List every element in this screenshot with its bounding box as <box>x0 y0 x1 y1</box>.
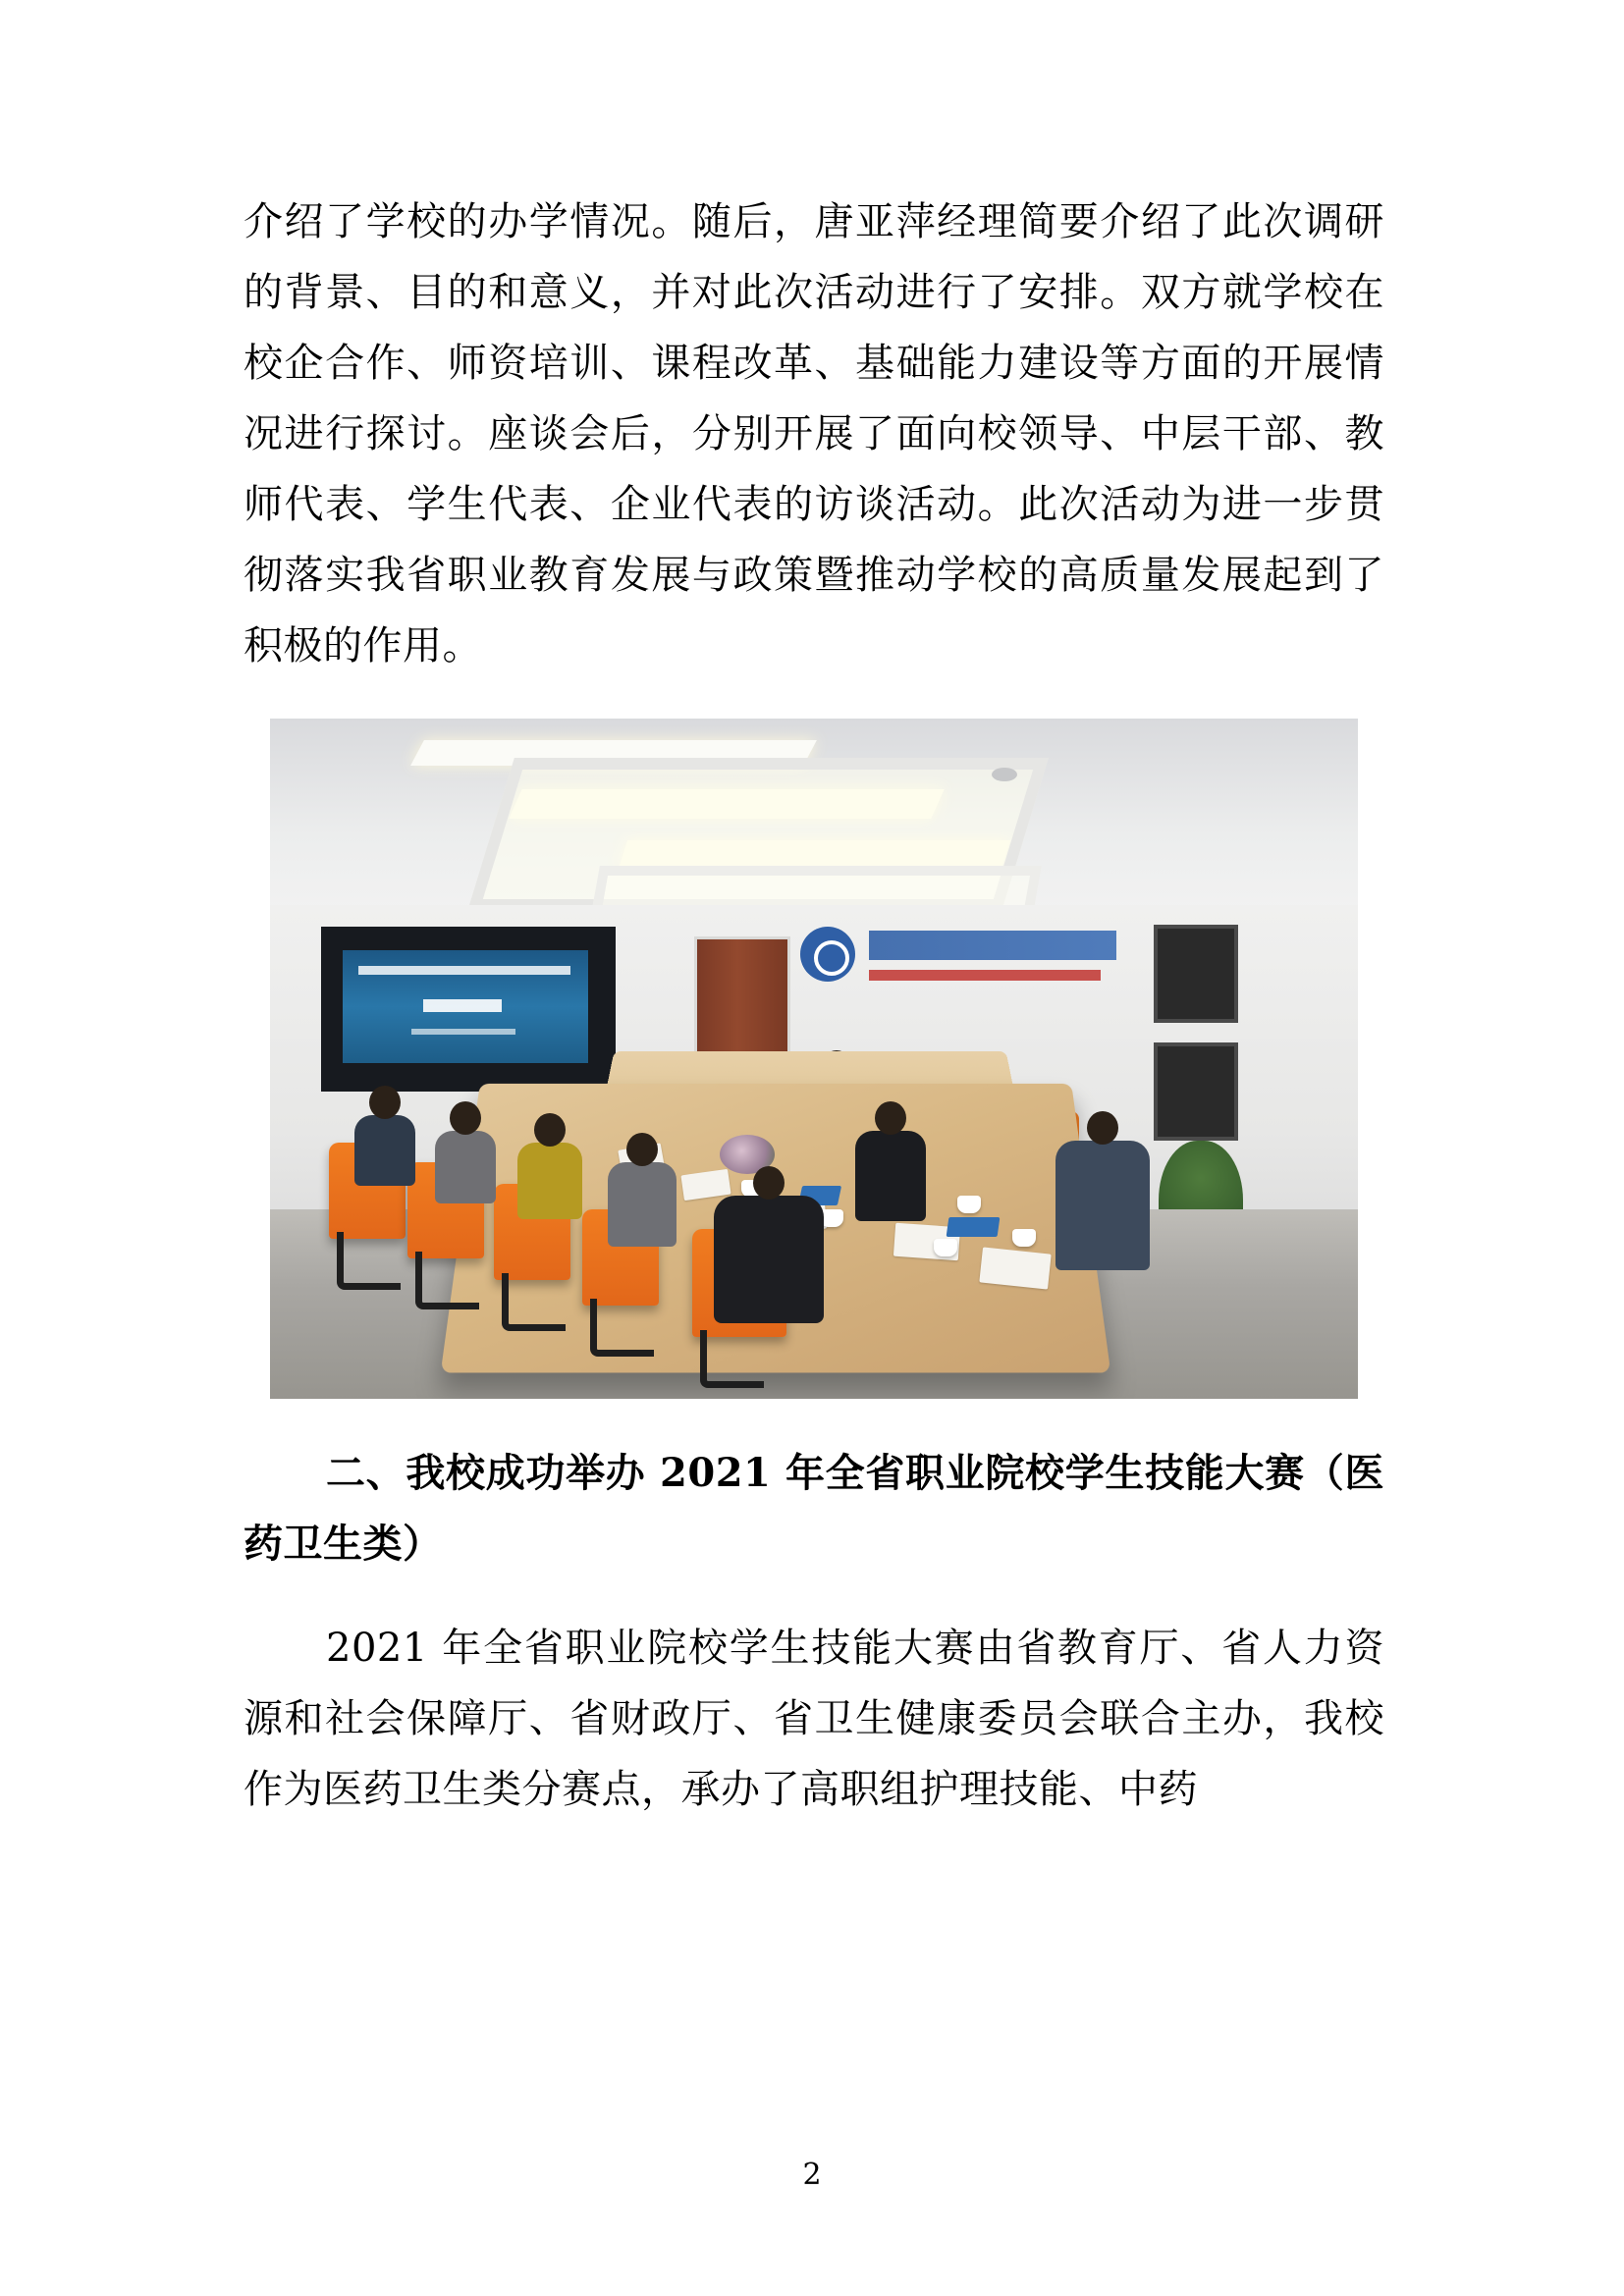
chair-leg <box>700 1330 764 1388</box>
attendee-head <box>534 1113 566 1147</box>
attendee <box>435 1131 496 1203</box>
attendee-head <box>875 1101 906 1135</box>
attendee-head <box>753 1166 785 1200</box>
document-on-table <box>979 1247 1051 1289</box>
chair-leg <box>337 1232 401 1290</box>
attendee-head <box>450 1101 481 1135</box>
tea-cup <box>934 1239 957 1256</box>
school-name-chinese <box>869 931 1116 960</box>
school-name-english <box>869 970 1101 981</box>
section-heading-2: 二、我校成功举办 2021 年全省职业院校学生技能大赛（医药卫生类） <box>244 1450 1384 1567</box>
attendee <box>1056 1141 1150 1270</box>
body-paragraph-1: 介绍了学校的办学情况。随后，唐亚萍经理简要介绍了此次调研的背景、目的和意义，并对此次活动进行了安排。双方就学校在校企合作、师资培训、课程改革、基础能力建设等方面的开展情况进行探讨。座谈会后，分别开展了面向校领导、中层干部、教师代表、学生代表、企业代表的访谈活动。此次活动为进一步贯彻落实我省职业教育发展与政策暨推动学校的高质量发展起到了积极的作用。 <box>244 199 1384 668</box>
attendee-head <box>369 1086 401 1119</box>
page-number: 2 <box>802 2158 822 2192</box>
attendee <box>608 1162 677 1247</box>
screen-date-text <box>411 1029 515 1035</box>
attendee-head <box>626 1133 658 1166</box>
smoke-detector-icon <box>992 768 1017 781</box>
name-plate <box>947 1217 1001 1237</box>
wall-picture-frame <box>1154 1042 1238 1141</box>
page-content <box>244 187 1384 1825</box>
screen-subtitle-text <box>423 999 502 1012</box>
wall-picture-frame <box>1154 925 1238 1023</box>
school-emblem-icon <box>800 927 855 982</box>
attendee <box>517 1143 582 1219</box>
figure-container <box>244 719 1384 1399</box>
photo-ceiling <box>270 719 1358 930</box>
projection-screen <box>321 927 616 1092</box>
meeting-photo <box>270 719 1358 1399</box>
chair-leg <box>415 1252 479 1309</box>
screen-title-text <box>358 966 570 975</box>
body-paragraph-2: 2021 年全省职业院校学生技能大赛由省教育厅、省人力资源和社会保障厅、省财政厅、省卫生健康委员会联合主办，我校作为医药卫生类分赛点，承办了高职组护理技能、中药 <box>244 1626 1384 1812</box>
chair-leg <box>502 1273 566 1331</box>
attendee-head <box>1087 1111 1118 1145</box>
tea-cup <box>957 1196 981 1213</box>
attendee <box>354 1115 415 1186</box>
chair-leg <box>590 1299 654 1357</box>
school-logo-wall <box>800 923 1124 1009</box>
attendee <box>855 1131 926 1221</box>
spacer <box>244 1579 1384 1613</box>
attendee <box>714 1196 824 1323</box>
tea-cup <box>1012 1229 1036 1247</box>
